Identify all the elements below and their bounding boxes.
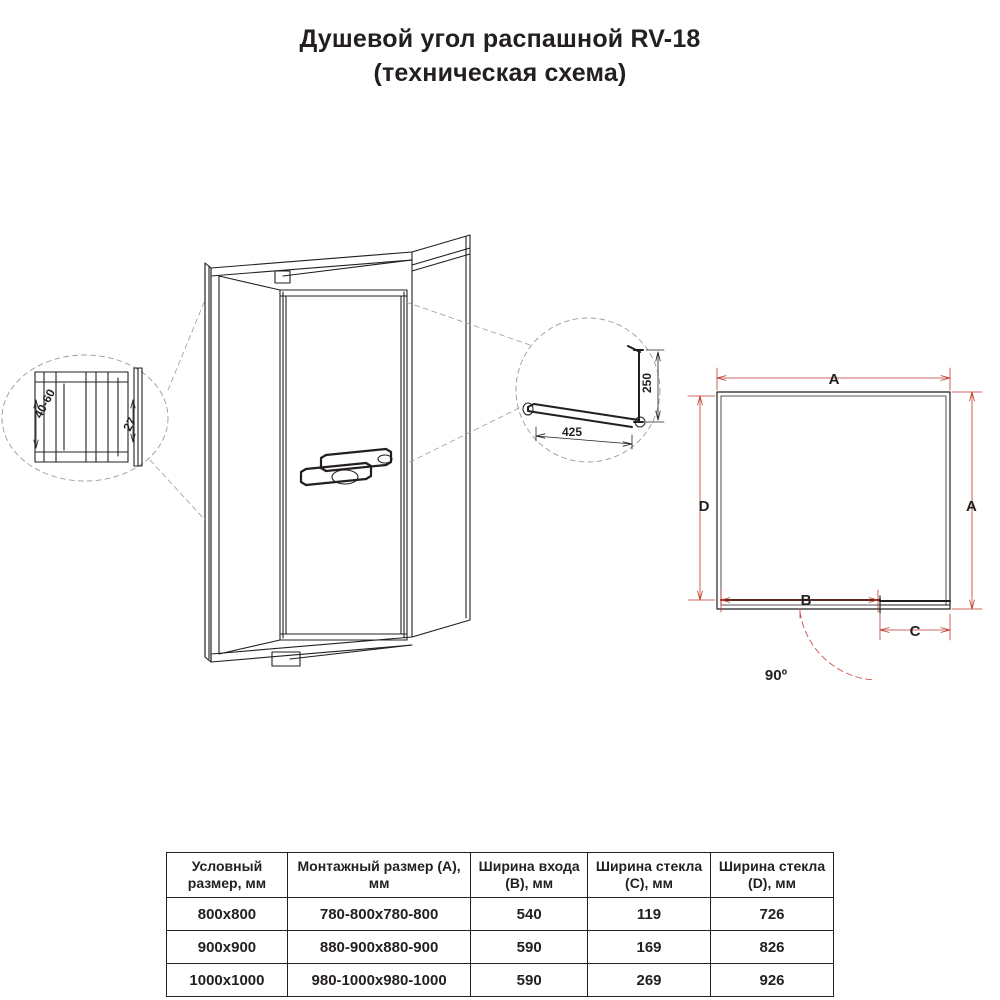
table-cell: 269 (588, 964, 711, 997)
page-title-line1: Душевой угол распашной RV-18 (299, 25, 701, 53)
table-cell: 726 (711, 898, 834, 931)
plan-a-right-label: A (966, 498, 977, 515)
table-row (167, 931, 834, 964)
handle-height-label: 250 (640, 372, 654, 393)
table-header-row (167, 853, 834, 898)
table-header-cell: Монтажный размер (A), мм (287, 853, 470, 898)
profile-depth-label: 27 (120, 415, 139, 434)
table-header-cell: Условный размер, мм (167, 853, 288, 898)
table-cell: 169 (588, 931, 711, 964)
table-header-cell: Ширина стекла (D), мм (711, 853, 834, 898)
handle-length-label: 425 (562, 425, 583, 439)
table-cell: 800x800 (167, 898, 288, 931)
table-cell: 900x900 (167, 931, 288, 964)
table-cell: 119 (588, 898, 711, 931)
specifications-table (166, 852, 834, 997)
table-cell: 926 (711, 964, 834, 997)
table-cell: 780-800x780-800 (287, 898, 470, 931)
plan-c-label: C (909, 623, 921, 640)
profile-width-label: 40-60 (31, 386, 59, 421)
callout-handle-detail (400, 300, 660, 462)
plan-d-label: D (698, 498, 710, 515)
table-row (167, 898, 834, 931)
table-cell: 1000x1000 (167, 964, 288, 997)
table-cell: 980-1000x980-1000 (287, 964, 470, 997)
table-header-cell: Ширина стекла (C), мм (588, 853, 711, 898)
plan-angle-label: 90º (764, 667, 788, 684)
table-cell: 826 (711, 931, 834, 964)
page-title-line2: (техническая схема) (373, 59, 627, 87)
table-cell: 880-900x880-900 (287, 931, 470, 964)
table-row (167, 964, 834, 997)
table-cell: 590 (471, 964, 588, 997)
plan-a-top-label: A (828, 371, 840, 388)
door-handle (301, 449, 391, 485)
isometric-view (205, 235, 470, 666)
table-header-cell: Ширина входа (B), мм (471, 853, 588, 898)
plan-b-label: B (800, 592, 812, 609)
table-cell: 590 (471, 931, 588, 964)
table-cell: 540 (471, 898, 588, 931)
